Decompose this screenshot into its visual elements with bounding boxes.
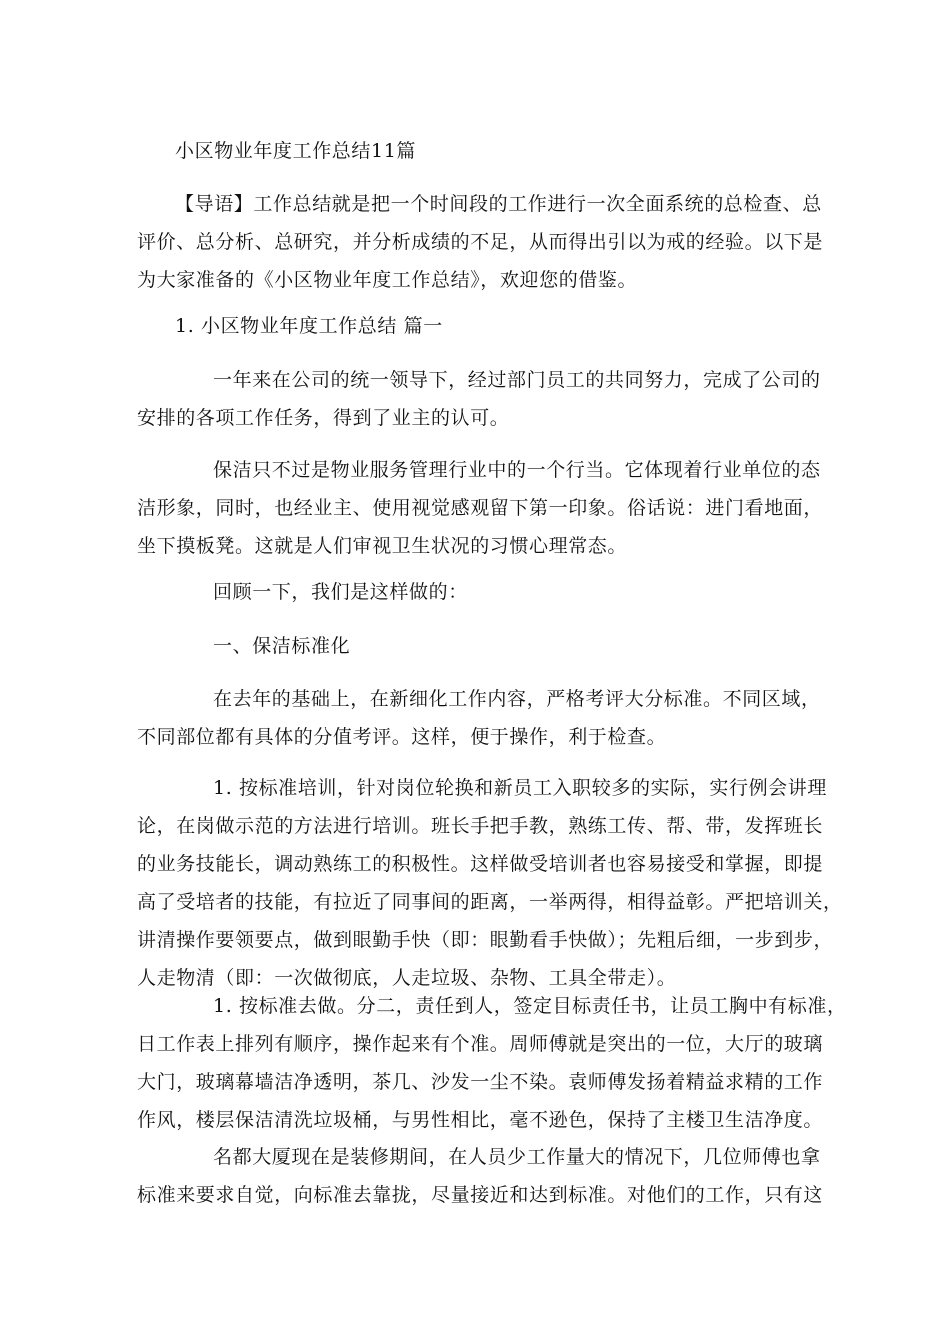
intro-line: 【导语】工作总结就是把一个时间段的工作进行一次全面系统的总检查、总 xyxy=(175,193,822,215)
list-paragraph xyxy=(137,987,847,1139)
intro-line: 评价、总分析、总研究，并分析成绩的不足，从而得出引以为戒的经验。以下是 xyxy=(137,231,824,253)
paragraph-line: 回顾一下，我们是这样做的： xyxy=(213,581,468,603)
paragraph-line: 在去年的基础上，在新细化工作内容，严格考评大分标准。不同区域， xyxy=(213,688,821,710)
paragraph-line: 讲清操作要领要点，做到眼勤手快（即：眼勤看手快做）；先粗后细，一步到步， xyxy=(137,929,834,951)
document-title xyxy=(175,132,865,170)
paragraph xyxy=(137,680,827,756)
paragraph-line: 安排的各项工作任务，得到了业主的认可。 xyxy=(137,407,510,429)
paragraph-line: 1. 按标准去做。分二，责任到人，签定目标责任书，让员工胸中有标准， xyxy=(213,995,847,1017)
paragraph-line: 标准来要求自觉，向标准去靠拢，尽量接近和达到标准。对他们的工作，只有这 xyxy=(137,1184,824,1206)
paragraph xyxy=(137,451,827,565)
section-heading-text: 1. 小区物业年度工作总结 篇一 xyxy=(175,315,443,337)
intro-line: 为大家准备的《小区物业年度工作总结》，欢迎您的借鉴。 xyxy=(137,269,638,291)
paragraph-line: 不同部位都有具体的分值考评。这样，便于操作，利于检查。 xyxy=(137,726,667,748)
paragraph-line: 洁形象，同时，也经业主、使用视觉感观留下第一印象。俗话说：进门看地面， xyxy=(137,497,824,519)
subheading-text: 一、保洁标准化 xyxy=(213,635,351,657)
paragraph-line: 坐下摸板凳。这就是人们审视卫生状况的习惯心理常态。 xyxy=(137,535,628,557)
paragraph-line: 一年来在公司的统一领导下，经过部门员工的共同努力，完成了公司的 xyxy=(213,369,821,391)
intro-paragraph xyxy=(137,185,827,299)
paragraph-line: 的业务技能长，调动熟练工的积极性。这样做受培训者也容易接受和掌握，即提 xyxy=(137,853,824,875)
paragraph xyxy=(137,1138,827,1214)
section-heading xyxy=(175,307,865,345)
paragraph-line: 高了受培者的技能，有拉近了同事间的距离，一举两得，相得益彰。严把培训关， xyxy=(137,891,843,913)
title-text: 小区物业年度工作总结11篇 xyxy=(175,140,416,162)
list-paragraph xyxy=(137,769,843,997)
paragraph-line: 日工作表上排列有顺序，操作起来有个准。周师傅就是突出的一位，大厅的玻璃 xyxy=(137,1033,824,1055)
paragraph xyxy=(137,361,827,437)
paragraph xyxy=(137,573,827,611)
paragraph-line: 作风，楼层保洁清洗垃圾桶，与男性相比，毫不逊色，保持了主楼卫生洁净度。 xyxy=(137,1109,824,1131)
paragraph-line: 人走物清（即：一次做彻底，人走垃圾、杂物、工具全带走）。 xyxy=(137,967,677,989)
paragraph-line: 大门，玻璃幕墙洁净透明，茶几、沙发一尘不染。袁师傅发扬着精益求精的工作 xyxy=(137,1071,824,1093)
paragraph-line: 名都大厦现在是装修期间，在人员少工作量大的情况下，几位师傅也拿 xyxy=(213,1146,821,1168)
paragraph-line: 保洁只不过是物业服务管理行业中的一个行当。它体现着行业单位的态 xyxy=(213,459,821,481)
subheading xyxy=(137,627,827,665)
paragraph-line: 1. 按标准培训，针对岗位轮换和新员工入职较多的实际，实行例会讲理 xyxy=(213,777,827,799)
paragraph-line: 论，在岗做示范的方法进行培训。班长手把手教，熟练工传、帮、带，发挥班长 xyxy=(137,815,824,837)
